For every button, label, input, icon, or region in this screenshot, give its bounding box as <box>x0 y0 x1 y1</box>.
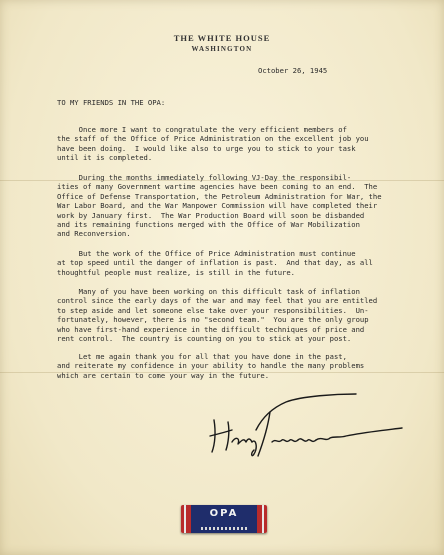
badge-pattern <box>201 527 247 530</box>
paragraph-thanks: Let me again thank you for all that you have done in the past, and reiterate my confidence in your ability to handle the many problems which are certain to come your way in the future. <box>57 352 365 380</box>
paragraph-inflation: But the work of the Office of Price Administration must continue at top speed until the danger of inflation is past. And that day, as all thoughtful people must realize, is still in the future. <box>57 249 373 277</box>
paragraph-agencies: During the months immediately following VJ-Day the responsibil- ities of many Government wartime agencies have been coming to an end. The Office of Defense Transportation, the Petroleum Administration for War, the War Labor Board, and the War Manpower Commission will have completed their work by January first. The War Production Board will soon be disbanded and its remaining functions merged with the Office of War Mobilization and Reconversion. <box>57 173 382 239</box>
paragraph-second-team: Many of you have been working on this difficult task of inflation control since the early days of the war and may feel that you are entitled to step aside and let someone else take over your responsibilities. Un- fortunately, however, there is no "second team." You are the only group who have first-hand experience in the difficult techniques of price and rent control. The country is counting on you to stick at your post. <box>57 287 378 344</box>
handwritten-signature <box>206 392 406 462</box>
letterhead-city: WASHINGTON <box>191 45 253 53</box>
badge-label: OPA <box>209 508 239 519</box>
letter-date: October 26, 1945 <box>258 66 328 75</box>
letterhead-organization: THE WHITE HOUSE <box>173 33 271 43</box>
letter-salutation: TO MY FRIENDS IN THE OPA: <box>57 98 166 107</box>
paragraph-congratulations: Once more I want to congratulate the very efficient members of the staff of the Office of Price Administration on the excellent job you have been doing. I would like also to urge you to stick to your task until it is completed. <box>57 125 369 163</box>
opa-badge <box>181 505 267 533</box>
